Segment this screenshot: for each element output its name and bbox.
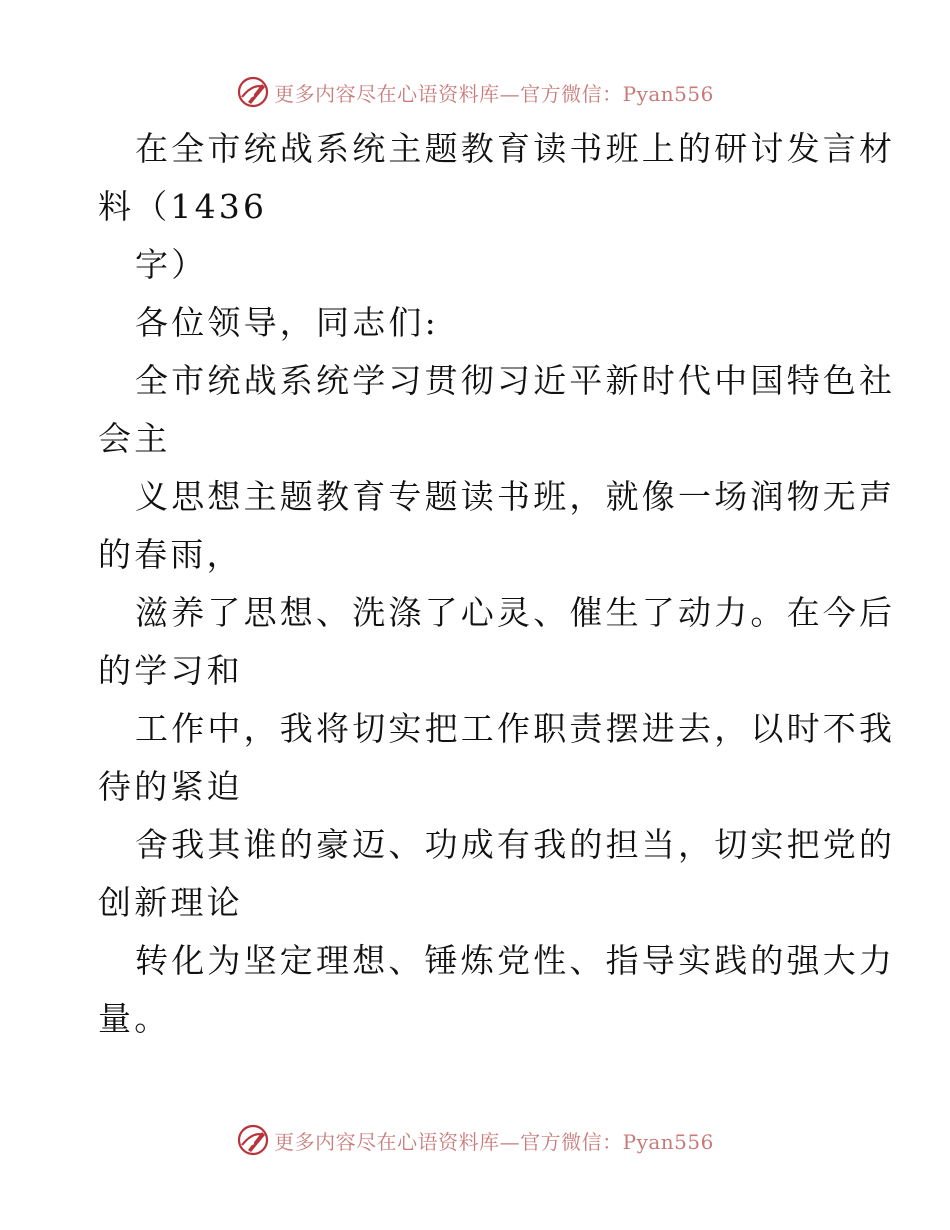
text-line: 在全市统战系统主题教育读书班上的研讨发言材 xyxy=(135,129,896,168)
text-line: 全市统战系统学习贯彻习近平新时代中国特色社 xyxy=(135,361,896,400)
footer-banner-text: 更多内容尽在心语资料库—官方微信：Pyan556 xyxy=(274,1129,714,1154)
footer-banner xyxy=(0,1120,950,1160)
text-line: 滋养了思想、洗涤了心灵、催生了动力。在今后 xyxy=(135,593,896,632)
text-line: 舍我其谁的豪迈、功成有我的担当，切实把党的 xyxy=(135,825,896,864)
text-line: 义思想主题教育专题读书班，就像一场润物无声 xyxy=(135,477,896,516)
text-line: 量。 xyxy=(98,999,171,1038)
header-banner xyxy=(0,72,950,112)
text-line: 创新理论 xyxy=(98,883,243,922)
text-line: 料（1436 xyxy=(98,187,268,226)
text-line: 会主 xyxy=(98,419,171,458)
text-line: 转化为坚定理想、锤炼党性、指导实践的强大力 xyxy=(135,941,896,980)
text-line: 工作中，我将切实把工作职责摆进去，以时不我 xyxy=(135,709,896,748)
pen-logo-icon xyxy=(236,75,270,109)
pen-logo-icon xyxy=(236,1123,270,1157)
header-banner-text: 更多内容尽在心语资料库—官方微信：Pyan556 xyxy=(274,81,714,106)
text-line: 的学习和 xyxy=(98,651,243,690)
text-line: 各位领导，同志们: xyxy=(135,303,439,342)
text-line: 字） xyxy=(135,245,208,284)
text-line: 的春雨， xyxy=(98,535,243,574)
document-body xyxy=(98,120,896,1048)
text-line: 待的紧迫 xyxy=(98,767,243,806)
